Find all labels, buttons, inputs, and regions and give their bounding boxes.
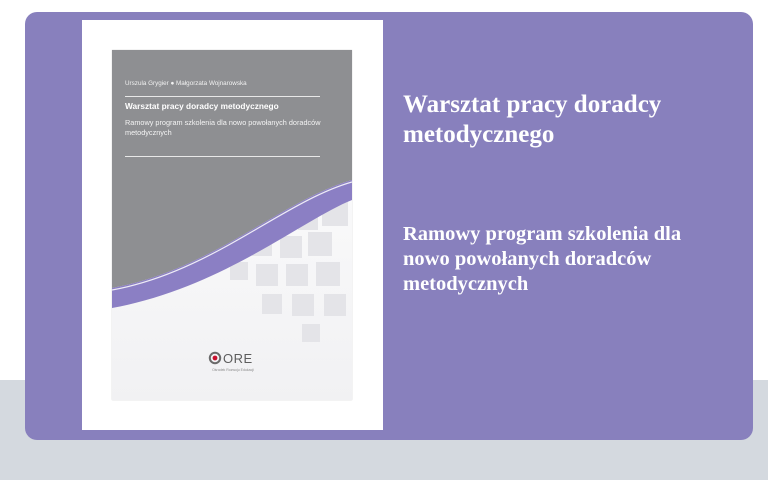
ore-logo-caption: Ośrodek Rozwoju Edukacji	[212, 368, 254, 372]
cover-authors: Urszula Grygier ● Małgorzata Wojnarowska	[125, 80, 247, 87]
ore-logo-text: ORE	[223, 350, 253, 366]
ore-logo-mark-icon	[208, 351, 222, 365]
publication-title: Warsztat pracy doradcy metodycznego	[403, 91, 662, 148]
cover-divider-bottom	[125, 156, 320, 157]
cover-divider-top	[125, 96, 320, 97]
publication-subtitle: Ramowy program szkolenia dla nowo powołanych doradców metodycznych	[403, 223, 682, 295]
cover-title: Warsztat pracy doradcy metodycznego	[125, 101, 279, 111]
promo-card[interactable]	[25, 12, 753, 440]
ore-logo	[208, 348, 268, 368]
book-cover-image[interactable]	[112, 50, 352, 400]
book-frame	[82, 20, 383, 430]
cover-subtitle: Ramowy program szkolenia dla nowo powołanych doradców metodycznych	[125, 118, 321, 137]
